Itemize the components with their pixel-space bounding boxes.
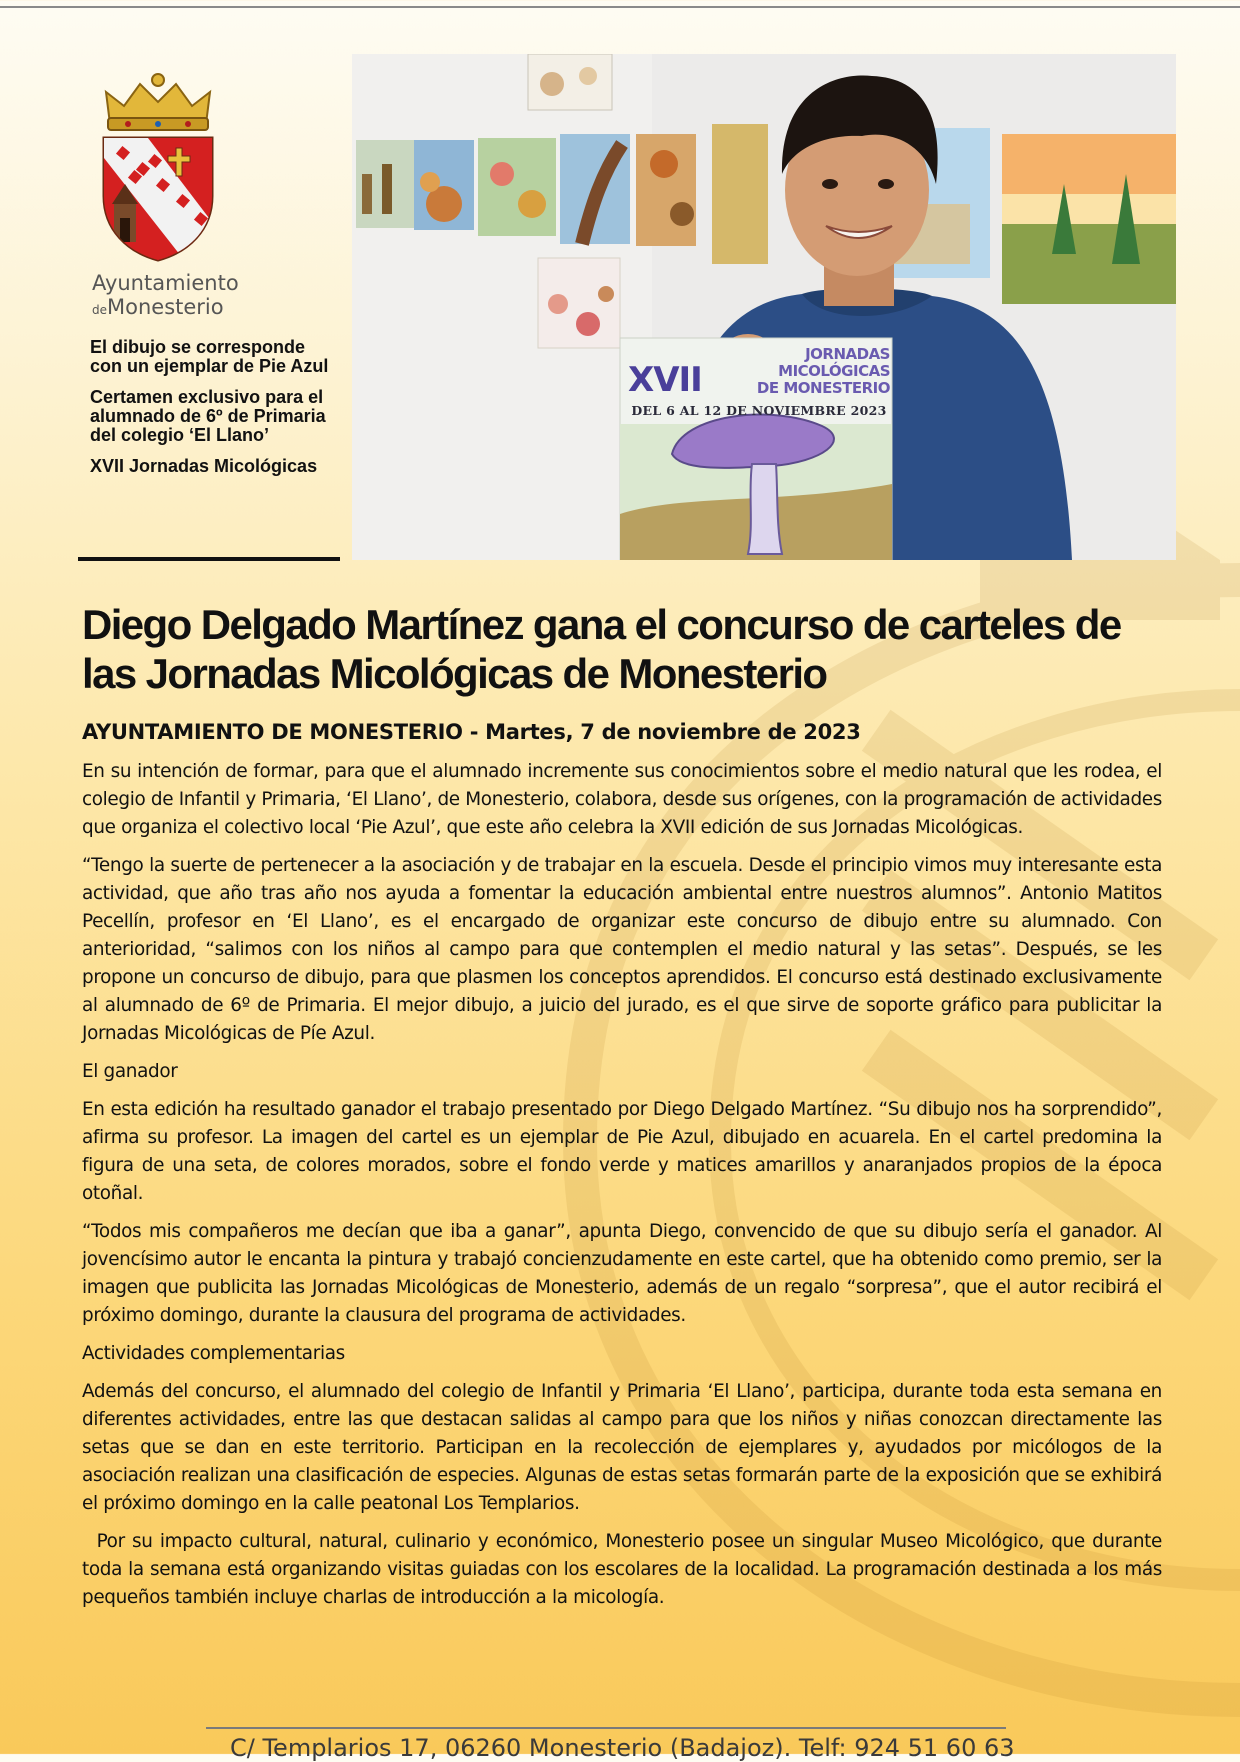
paragraph-1: En su intención de formar, para que el alumnado incremente sus conocimientos sobre el medio natural que les rodea, el colegio de Infantil y Primaria, ‘El Llano’, de Monesterio, colabora, desde sus orígenes, con la programación de actividades que organiza el colectivo local ‘Pie Azul’, que este año celebra la XVII edición de sus Jornadas Micológicas. (82, 761, 1162, 838)
footer-address: C/ Templarios 17, 06260 Monesterio (Badajoz). Telf: 924 51 60 63 (230, 1734, 1015, 1762)
winner-photo (352, 54, 1176, 560)
ayuntamiento-logo (88, 72, 248, 322)
caption-1: El dibujo se corresponde con un ejemplar de Pie Azul (90, 337, 329, 376)
article-headline: Diego Delgado Martínez gana el concurso de carteles de las Jornadas Micológicas de Monesterio (82, 601, 1121, 697)
article-body (82, 758, 1168, 1622)
paragraph-5: Además del concurso, el alumnado del colegio de Infantil y Primaria ‘El Llano’, participa, durante toda esta semana en diferentes actividades, entre las que destacan salidas al campo para que los niños y niñas conozcan directamente las setas que se dan en este territorio. Participan en la recolección de ejemplares y, ayudados por micólogos de la asociación realizan una clasificación de especies. Algunas de estas setas formarán parte de la exposición que se exhibirá el próximo domingo en la calle peatonal Los Templarios. (82, 1381, 1162, 1514)
top-border (0, 6, 1240, 8)
logo-line-1: Ayuntamiento (92, 271, 239, 295)
paragraph-2: “Tengo la suerte de pertenecer a la asociación y de trabajar en la escuela. Desde el principio vimos muy interesante esta actividad, que año tras año nos ayuda a fomentar la educación ambiental entre nuestros alumnos”. Antonio Matitos Pecellín, profesor en ‘El Llano’, es el encargado de organizar este concurso de dibujo entre su alumnado. Con anterioridad, “salimos con los niños al campo para que contemplen el medio natural y las setas”. Después, se les propone un concurso de dibujo, para que plasmen los conceptos aprendidos. El concurso está destinado exclusivamente al alumnado de 6º de Primaria. El mejor dibujo, a juicio del jurado, es el que sirve de soporte gráfico para publicitar la Jornadas Micológicas de Píe Azul. (82, 855, 1162, 1044)
poster-dates: DEL 6 AL 12 DE NOVIEMBRE 2023 (631, 403, 887, 418)
paragraph-4: “Todos mis compañeros me decían que iba a ganar”, apunta Diego, convencido de que su dibujo sería el ganador. Al jovencísimo autor le encanta la pintura y trabajó concienzudamente en este cartel, que ha obtenido como premio, ser la imagen que publicita las Jornadas Micológicas de Monesterio, además de un regalo “sorpresa”, que el autor recibirá el próximo domingo, durante la clausura del programa de actividades. (82, 1221, 1162, 1326)
paragraph-3: En esta edición ha resultado ganador el trabajo presentado por Diego Delgado Martínez. “Su dibujo nos ha sorprendido”, afirma su profesor. La imagen del cartel es un ejemplar de Pie Azul, dibujado en acuarela. En el cartel predomina la figura de una seta, de colores morados, sobre el fondo verde y matices amarillos y anaranjados propios de la época otoñal. (82, 1099, 1162, 1204)
poster-title-1: JORNADAS MICOLÓGICAS (778, 345, 890, 380)
paragraph-6: Por su impacto cultural, natural, culinario y económico, Monesterio posee un singular Museo Micológico, que durante toda la semana está organizando visitas guiadas con los escolares de la localidad. La programación destinada a los más pequeños también incluye charlas de introducción a la micología. (82, 1531, 1168, 1608)
footer-divider (206, 1727, 1006, 1729)
subheading-winner: El ganador (82, 1061, 178, 1082)
coat-of-arms-icon (88, 72, 228, 267)
logo-line-2: deMonesterio (92, 295, 224, 319)
poster-numeral: XVII (628, 360, 702, 400)
article-byline: AYUNTAMIENTO DE MONESTERIO - Martes, 7 de noviembre de 2023 (82, 720, 861, 744)
caption-2: Certamen exclusivo para el alumnado de 6º de Primaria del colegio ‘El Llano’ (90, 387, 326, 445)
caption-3: XVII Jornadas Micológicas (90, 456, 318, 476)
poster-text (628, 346, 890, 418)
poster-title-2: DE MONESTERIO (756, 379, 890, 397)
caption-divider (78, 557, 340, 561)
photo-captions (90, 338, 330, 488)
subheading-activities: Actividades complementarias (82, 1343, 345, 1364)
